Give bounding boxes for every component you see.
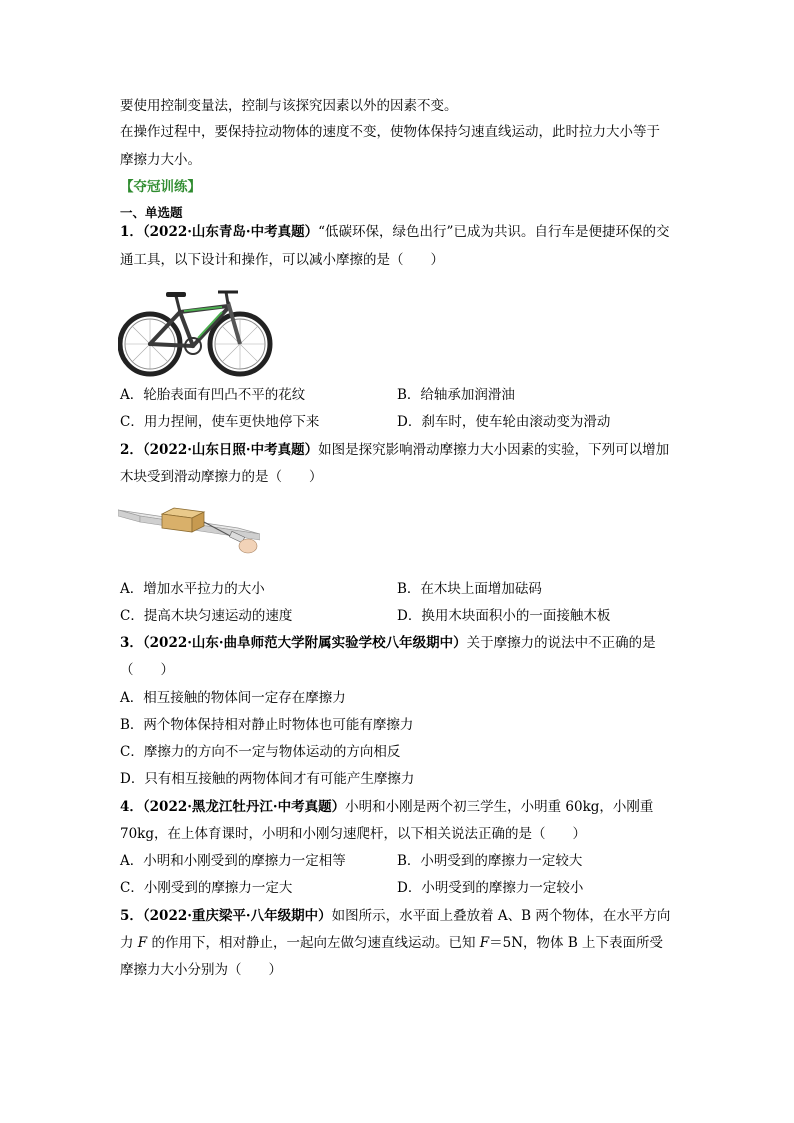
q2-option-d: D．换用木块面积小的一面接触木板 bbox=[397, 608, 611, 624]
q5-text-1: 如图所示，水平面上叠放着 A、B 两个物体，在水平方向 bbox=[331, 908, 671, 924]
q4-line-1 bbox=[120, 797, 653, 817]
q3-source: （2022·山东·曲阜师范大学附属实验学校八年级期中） bbox=[142, 635, 467, 651]
q5-force-symbol: F bbox=[137, 935, 148, 951]
q1-text-1: “低碳环保，绿色出行”已成为共识。自行车是便捷环保的交 bbox=[318, 224, 670, 240]
q2-source: （2022·山东日照·中考真题） bbox=[142, 442, 319, 458]
q4-option-c: C．小刚受到的摩擦力一定大 bbox=[120, 880, 293, 896]
q5-line-1 bbox=[120, 906, 670, 926]
section-tag: 【夺冠训练】 bbox=[120, 179, 201, 195]
q5-text-2c: ＝5N，物体 B 上下表面所受 bbox=[489, 935, 664, 951]
section-title: 一、单选题 bbox=[120, 205, 183, 220]
intro-line-2: 在操作过程中，要保持拉动物体的速度不变，使物体保持匀速直线运动，此时拉力大小等于 bbox=[120, 124, 660, 140]
q1-option-c: C．用力捏闸，使车更快地停下来 bbox=[120, 414, 320, 430]
q5-line-2 bbox=[120, 933, 663, 953]
q2-option-a: A．增加水平拉力的大小 bbox=[120, 581, 265, 597]
q4-line-2: 70kg，在上体育课时，小明和小刚匀速爬杆，以下相关说法正确的是（ ） bbox=[120, 826, 586, 842]
q2-option-c: C．提高木块匀速运动的速度 bbox=[120, 608, 293, 624]
q4-option-d: D．小明受到的摩擦力一定较小 bbox=[397, 880, 584, 896]
q3-text-1: 关于摩擦力的说法中不正确的是 bbox=[466, 635, 656, 651]
q5-line-3: 摩擦力大小分别为（ ） bbox=[120, 962, 282, 978]
q1-source: （2022·山东青岛·中考真题） bbox=[142, 224, 319, 240]
q3-option-a: A．相互接触的物体间一定存在摩擦力 bbox=[120, 690, 346, 706]
bicycle-image bbox=[118, 282, 276, 378]
q2-option-b: B．在木块上面增加砝码 bbox=[397, 581, 542, 597]
q4-number: 4． bbox=[120, 799, 143, 815]
q3-option-b: B．两个物体保持相对静止时物体也可能有摩擦力 bbox=[120, 717, 414, 733]
q2-text-1: 如图是探究影响滑动摩擦力大小因素的实验，下列可以增加 bbox=[318, 442, 670, 458]
q5-number: 5． bbox=[120, 908, 143, 924]
q2-number: 2． bbox=[120, 442, 143, 458]
q2-line-1 bbox=[120, 440, 669, 460]
q4-option-a: A．小明和小刚受到的摩擦力一定相等 bbox=[120, 853, 346, 869]
q3-number: 3． bbox=[120, 635, 143, 651]
q1-number: 1． bbox=[120, 224, 143, 240]
q1-option-b: B．给轴承加润滑油 bbox=[397, 387, 515, 403]
q4-option-b: B．小明受到的摩擦力一定较大 bbox=[397, 853, 583, 869]
q4-text-1: 小明和小刚是两个初三学生，小明重 60kg，小刚重 bbox=[345, 799, 654, 815]
q1-option-a: A．轮胎表面有凹凸不平的花纹 bbox=[120, 387, 306, 403]
q2-line-2: 木块受到滑动摩擦力的是（ ） bbox=[120, 469, 323, 485]
q3-option-d: D．只有相互接触的两物体间才有可能产生摩擦力 bbox=[120, 771, 415, 787]
intro-line-3: 摩擦力大小。 bbox=[120, 152, 201, 168]
q1-line-1 bbox=[120, 222, 669, 242]
friction-experiment-image bbox=[118, 500, 260, 562]
q1-line-2: 通工具，以下设计和操作，可以减小摩擦的是（ ） bbox=[120, 252, 444, 268]
q3-line-2: （ ） bbox=[120, 662, 174, 678]
q4-source: （2022·黑龙江牡丹江·中考真题） bbox=[142, 799, 346, 815]
q5-text-2a: 力 bbox=[120, 935, 138, 951]
q5-text-2b: 的作用下，相对静止，一起向左做匀速直线运动。已知 bbox=[147, 935, 480, 951]
q5-source: （2022·重庆梁平·八年级期中） bbox=[142, 908, 332, 924]
q1-option-d: D．刹车时，使车轮由滚动变为滑动 bbox=[397, 414, 611, 430]
intro-line-1: 要使用控制变量法，控制与该探究因素以外的因素不变。 bbox=[120, 98, 458, 114]
q3-option-c: C．摩擦力的方向不一定与物体运动的方向相反 bbox=[120, 744, 401, 760]
q5-force-symbol-2: F bbox=[479, 935, 490, 951]
q3-line-1 bbox=[120, 633, 656, 653]
